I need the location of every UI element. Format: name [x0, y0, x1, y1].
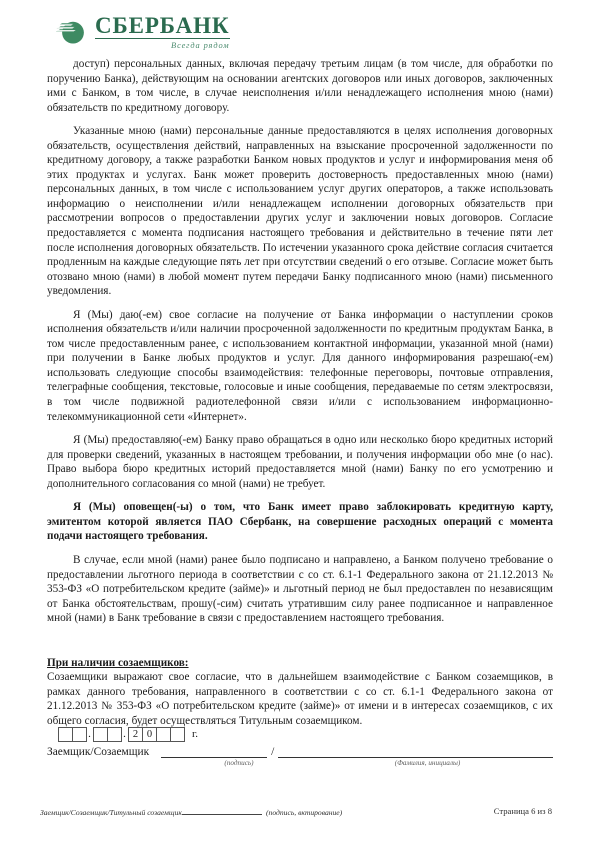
signature-captions: [47, 759, 553, 767]
footer-signature-line[interactable]: [182, 806, 262, 815]
date-cell-month-1[interactable]: [93, 727, 108, 742]
footer-signer-label: Заемщик/Созаемщик/Титульный созаемщик: [40, 808, 182, 817]
full-name-line[interactable]: [278, 745, 553, 758]
date-separator-1: .: [88, 728, 91, 740]
caption-signature: (подпись): [224, 759, 254, 767]
paragraph-2: Указанные мною (нами) персональные данные предоставляются в целях исполнения договорных обязательств, осуществления действий, направленных на взыскание просроченной задолженности по кредитному договору, а также разработки Банком новых продуктов и услуг и информирования меня об этих продуктах и услугах. Банк может проверить достоверность предоставленных мною (нами) персональных данных, в том числе с использованием услуг других операторов, а также использовать информацию о неисполнении и/или ненадлежащем исполнении договорных обязательств при рассмотрении вопросов о предоставлении других услуг и заключении новых договоров. Согласие предоставляется с момента подписания настоящего требования и действительно в течение пяти лет после исполнения договорных обязательств. По истечении указанного срока действие согласия считается продленным на каждые следующие пять лет при отсутствии сведений о его отзыве. Согласие может быть отозвано мною (нами) в любой момент путем передачи Банку подписанного мною (нами) письменного уведомления.: [47, 125, 553, 298]
date-cell-day-1[interactable]: [58, 727, 73, 742]
brand-tagline: Всегда рядом: [171, 41, 230, 51]
signature-row: [47, 745, 553, 758]
date-cell-year-4[interactable]: [170, 727, 185, 742]
page-number: Страница 6 из 8: [493, 806, 552, 816]
document-body: [47, 57, 553, 737]
document-footer: [0, 806, 600, 828]
brand-name: СБЕРБАНК: [95, 13, 230, 38]
date-cell-year-2[interactable]: 0: [142, 727, 157, 742]
date-cell-day-2[interactable]: [72, 727, 87, 742]
paragraph-1: доступ) персональных данных, включая передачу третьим лицам (в том числе, для обработки по поручению Банка), действующим на основании агентских договоров или иных договоров, заключенных ими с Банком, в том числе, в случае неисполнения и/или ненадлежащего исполнения мною (нами) обязательств по кредитному договору.: [47, 58, 553, 114]
sberbank-logo: [56, 14, 230, 50]
date-field[interactable]: [58, 722, 553, 742]
date-separator-2: .: [123, 728, 126, 740]
caption-full-name: (Фамилия, инициалы): [394, 759, 461, 767]
paragraph-5-bold-notice: Я (Мы) оповещен(-ы) о том, что Банк имеет право заблокировать кредитную карту, эмитентом которой является ПАО Сбербанк, на совершение расходных операций с момента подачи настоящего требования.: [47, 501, 553, 543]
signature-slash: /: [271, 746, 275, 758]
paragraph-4: Я (Мы) предоставляю(-ем) Банку право обращаться в одно или несколько бюро кредитных историй для проверки сведений, указанных в настоящем требовании, и получения информации обо мне (о нас). Право выбора бюро кредитных историй предоставляется мной (нами) Банку по его усмотрению и дополнительного согласования со мной (нами) не требует.: [47, 434, 553, 490]
document-header: [0, 12, 600, 56]
paragraph-6: В случае, если мной (нами) ранее было подписано и направлено, а Банком получено требование о предоставлении льготного периода в соответствии с со ст. 6.1-1 Федерального закона от 21.12.2013 № 353-ФЗ «О потребительском кредите (займе)» и льготный период не был предоставлен по независящим от Банка обстоятельствам, прошу(-сим) считать утратившим силу ранее подписанное и направленное мной (нами) в Банк требование в связи с предоставлением настоящего требования.: [47, 553, 553, 625]
signature-block: [47, 722, 553, 767]
date-cell-month-2[interactable]: [107, 727, 122, 742]
signature-line[interactable]: [161, 745, 267, 758]
footer-note: (подпись, вктирование): [266, 808, 343, 817]
coborrowers-text: Созаемщики выражают свое согласие, что в дальнейшем взаимодействие с Банком созаемщиков, в рамках данного требования, направленного в соответствии с со ст. 6.1-1 Федерального закона от 21.12.2013 № 353-ФЗ «О потребительском кредите (займе)» от имени и в интересах созаемщиков, с их общего согласия, будет осуществляться Титульным созаемщиком.: [47, 671, 553, 727]
sberbank-logo-text: [95, 14, 230, 50]
date-cell-year-1[interactable]: 2: [128, 727, 143, 742]
year-suffix-label: г.: [192, 728, 199, 740]
signer-role-label: Заемщик/Созаемщик: [47, 746, 150, 758]
footer-inner: [40, 806, 560, 817]
sberbank-logo-icon: [56, 15, 90, 49]
date-cell-year-3[interactable]: [156, 727, 171, 742]
coborrowers-heading: При наличии созаемщиков:: [47, 656, 189, 669]
section-spacer: [47, 635, 553, 656]
paragraph-3: Я (Мы) даю(-ем) свое согласие на получение от Банка информации о наступлении сроков исполнения обязательств и/или наличии просроченной задолженности по кредитным продуктам Банка, в том числе предоставленным ранее, с использованием контактной информации, указанной мной (нами) при получении в Банке любых продуктов и услуг. Для данного информирования разрешаю(-ем) использовать следующие способы взаимодействия: телефонные переговоры, почтовые отправления, телеграфные сообщения, текстовые, голосовые и иные сообщения, передаваемые по сетям электросвязи, в том числе подвижной радиотелефонной связи и/или с использованием информационно-телекоммуникационной сети «Интернет».: [47, 308, 553, 423]
